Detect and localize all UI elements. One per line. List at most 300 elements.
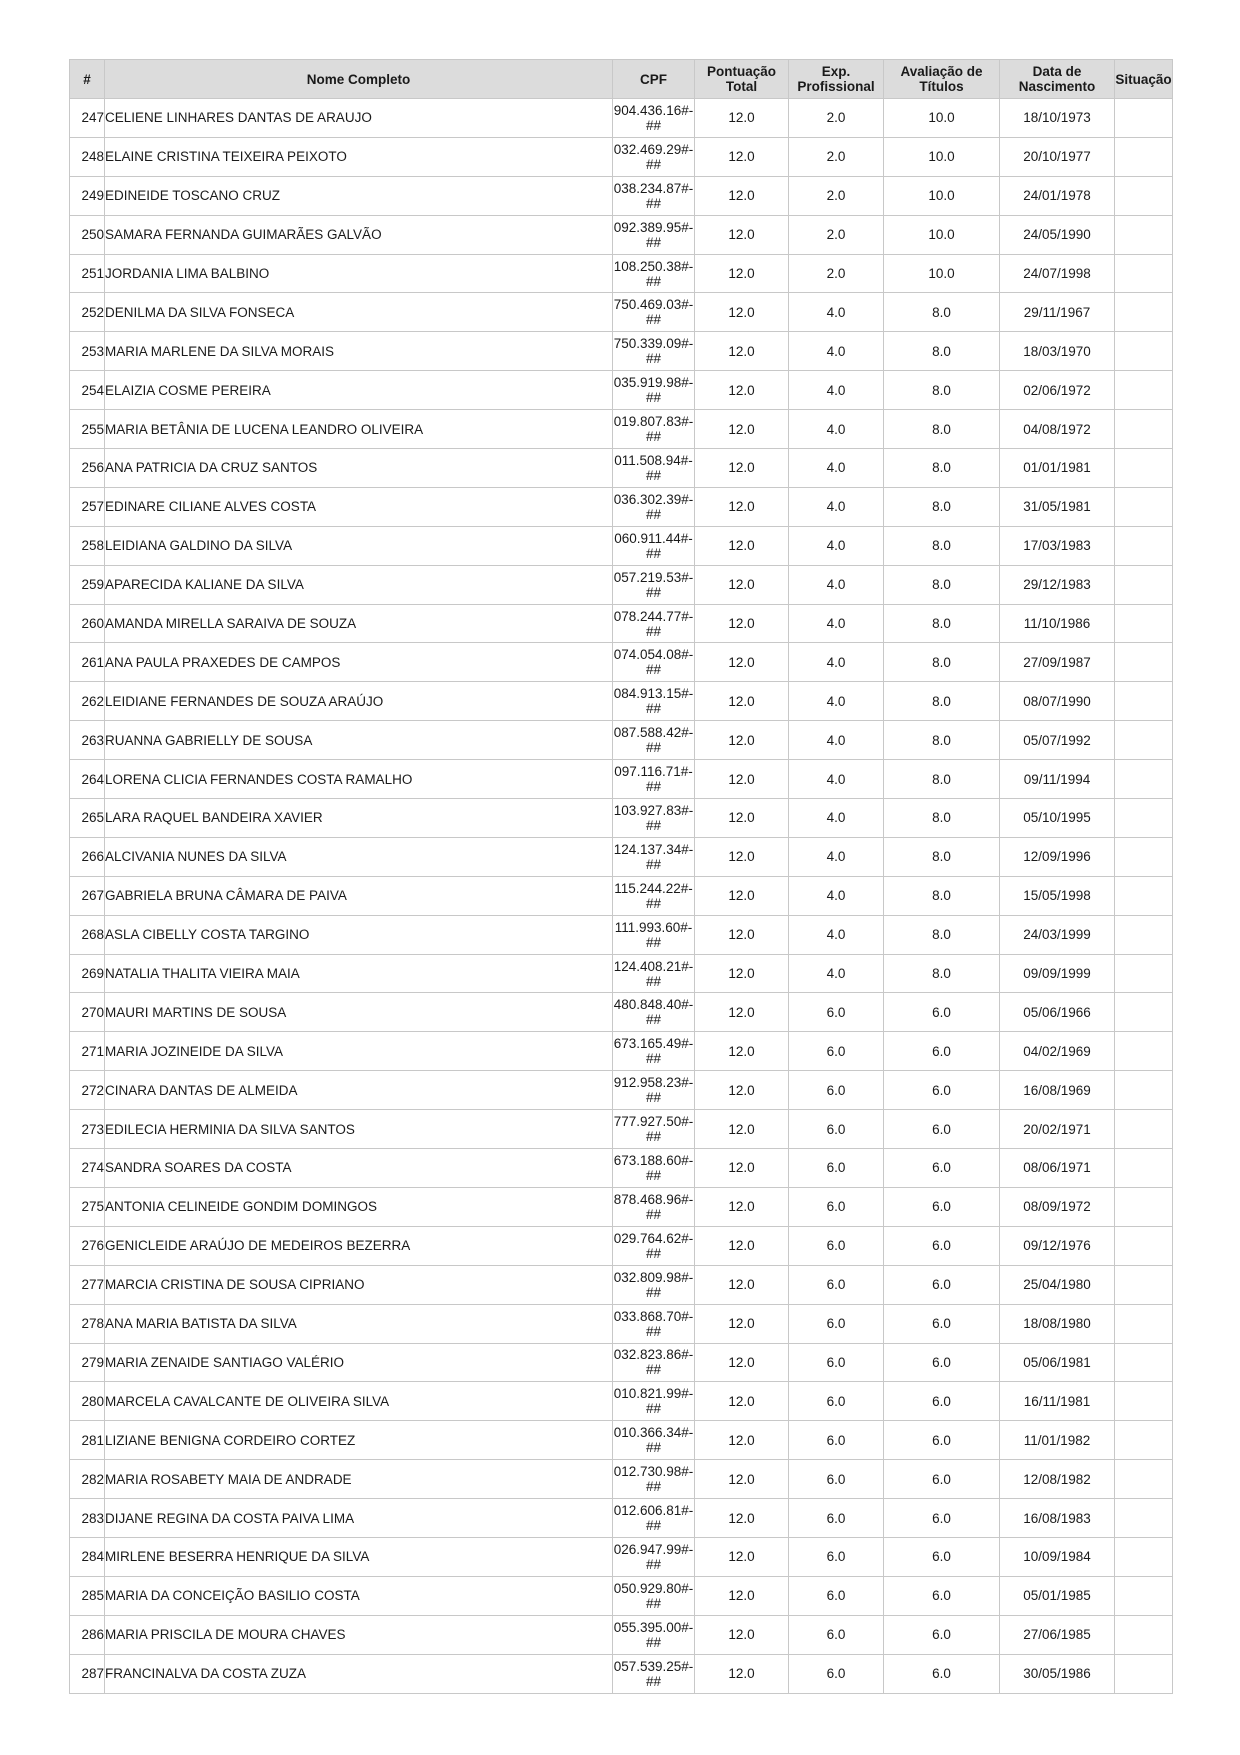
status-cell: [1115, 1304, 1173, 1343]
experience-score: 4.0: [789, 565, 884, 604]
total-score: 12.0: [695, 643, 789, 682]
cpf-value: 010.821.99#- ##: [613, 1382, 695, 1421]
results-table: [69, 59, 1173, 1694]
titles-score: 6.0: [884, 1343, 1000, 1382]
header-number: #: [70, 60, 105, 99]
table-row: [70, 993, 1173, 1032]
titles-score: 8.0: [884, 799, 1000, 838]
experience-score: 4.0: [789, 332, 884, 371]
birth-date: 10/09/1984: [1000, 1537, 1115, 1576]
candidate-name: ANA PATRICIA DA CRUZ SANTOS: [105, 449, 613, 488]
experience-score: 4.0: [789, 915, 884, 954]
titles-score: 8.0: [884, 487, 1000, 526]
candidate-name: MARIA PRISCILA DE MOURA CHAVES: [105, 1615, 613, 1654]
candidate-name: LEIDIANA GALDINO DA SILVA: [105, 526, 613, 565]
birth-date: 30/05/1986: [1000, 1654, 1115, 1693]
total-score: 12.0: [695, 254, 789, 293]
titles-score: 8.0: [884, 371, 1000, 410]
cpf-value: 084.913.15#- ##: [613, 682, 695, 721]
row-number: 247: [70, 99, 105, 138]
status-cell: [1115, 643, 1173, 682]
experience-score: 2.0: [789, 99, 884, 138]
total-score: 12.0: [695, 1615, 789, 1654]
total-score: 12.0: [695, 837, 789, 876]
table-row: [70, 99, 1173, 138]
status-cell: [1115, 332, 1173, 371]
header-professional-experience: Exp. Profissional: [789, 60, 884, 99]
status-cell: [1115, 1537, 1173, 1576]
table-row: [70, 410, 1173, 449]
table-row: [70, 565, 1173, 604]
candidate-name: ANA PAULA PRAXEDES DE CAMPOS: [105, 643, 613, 682]
experience-score: 2.0: [789, 254, 884, 293]
table-row: [70, 1343, 1173, 1382]
table-row: [70, 837, 1173, 876]
titles-score: 6.0: [884, 1149, 1000, 1188]
candidate-name: SANDRA SOARES DA COSTA: [105, 1149, 613, 1188]
cpf-value: 032.469.29#- ##: [613, 137, 695, 176]
total-score: 12.0: [695, 954, 789, 993]
status-cell: [1115, 215, 1173, 254]
total-score: 12.0: [695, 1460, 789, 1499]
cpf-value: 019.807.83#- ##: [613, 410, 695, 449]
cpf-value: 878.468.96#- ##: [613, 1187, 695, 1226]
status-cell: [1115, 410, 1173, 449]
row-number: 279: [70, 1343, 105, 1382]
birth-date: 16/11/1981: [1000, 1382, 1115, 1421]
cpf-value: 115.244.22#- ##: [613, 876, 695, 915]
candidate-name: ANTONIA CELINEIDE GONDIM DOMINGOS: [105, 1187, 613, 1226]
row-number: 261: [70, 643, 105, 682]
birth-date: 18/08/1980: [1000, 1304, 1115, 1343]
titles-score: 8.0: [884, 526, 1000, 565]
total-score: 12.0: [695, 137, 789, 176]
titles-score: 6.0: [884, 1537, 1000, 1576]
total-score: 12.0: [695, 99, 789, 138]
cpf-value: 777.927.50#- ##: [613, 1110, 695, 1149]
titles-score: 6.0: [884, 1382, 1000, 1421]
titles-score: 8.0: [884, 293, 1000, 332]
table-row: [70, 1615, 1173, 1654]
row-number: 271: [70, 1032, 105, 1071]
candidate-name: JORDANIA LIMA BALBINO: [105, 254, 613, 293]
candidate-name: LORENA CLICIA FERNANDES COSTA RAMALHO: [105, 760, 613, 799]
total-score: 12.0: [695, 1110, 789, 1149]
total-score: 12.0: [695, 1149, 789, 1188]
birth-date: 04/08/1972: [1000, 410, 1115, 449]
status-cell: [1115, 760, 1173, 799]
titles-score: 8.0: [884, 604, 1000, 643]
candidate-name: MARIA DA CONCEIÇÃO BASILIO COSTA: [105, 1576, 613, 1615]
candidate-name: LARA RAQUEL BANDEIRA XAVIER: [105, 799, 613, 838]
experience-score: 4.0: [789, 721, 884, 760]
experience-score: 6.0: [789, 1032, 884, 1071]
header-total-score: Pontuação Total: [695, 60, 789, 99]
header-cpf: CPF: [613, 60, 695, 99]
experience-score: 6.0: [789, 1615, 884, 1654]
table-row: [70, 1576, 1173, 1615]
table-row: [70, 1499, 1173, 1538]
row-number: 276: [70, 1226, 105, 1265]
experience-score: 6.0: [789, 1343, 884, 1382]
table-row: [70, 721, 1173, 760]
cpf-value: 750.339.09#- ##: [613, 332, 695, 371]
row-number: 285: [70, 1576, 105, 1615]
table-row: [70, 643, 1173, 682]
total-score: 12.0: [695, 1537, 789, 1576]
status-cell: [1115, 1071, 1173, 1110]
row-number: 275: [70, 1187, 105, 1226]
row-number: 264: [70, 760, 105, 799]
birth-date: 05/06/1966: [1000, 993, 1115, 1032]
header-row: [70, 60, 1173, 99]
birth-date: 20/10/1977: [1000, 137, 1115, 176]
titles-score: 10.0: [884, 176, 1000, 215]
titles-score: 10.0: [884, 99, 1000, 138]
table-row: [70, 954, 1173, 993]
cpf-value: 097.116.71#- ##: [613, 760, 695, 799]
row-number: 249: [70, 176, 105, 215]
status-cell: [1115, 1421, 1173, 1460]
birth-date: 04/02/1969: [1000, 1032, 1115, 1071]
table-row: [70, 254, 1173, 293]
candidate-name: MARIA BETÂNIA DE LUCENA LEANDRO OLIVEIRA: [105, 410, 613, 449]
cpf-value: 012.730.98#- ##: [613, 1460, 695, 1499]
table-row: [70, 1226, 1173, 1265]
experience-score: 4.0: [789, 371, 884, 410]
birth-date: 29/12/1983: [1000, 565, 1115, 604]
total-score: 12.0: [695, 487, 789, 526]
candidate-name: GENICLEIDE ARAÚJO DE MEDEIROS BEZERRA: [105, 1226, 613, 1265]
total-score: 12.0: [695, 876, 789, 915]
birth-date: 16/08/1969: [1000, 1071, 1115, 1110]
titles-score: 8.0: [884, 837, 1000, 876]
cpf-value: 057.219.53#- ##: [613, 565, 695, 604]
status-cell: [1115, 137, 1173, 176]
row-number: 272: [70, 1071, 105, 1110]
table-row: [70, 1187, 1173, 1226]
birth-date: 25/04/1980: [1000, 1265, 1115, 1304]
candidate-name: MARIA MARLENE DA SILVA MORAIS: [105, 332, 613, 371]
total-score: 12.0: [695, 410, 789, 449]
experience-score: 6.0: [789, 1421, 884, 1460]
row-number: 256: [70, 449, 105, 488]
titles-score: 6.0: [884, 1265, 1000, 1304]
status-cell: [1115, 176, 1173, 215]
candidate-name: MAURI MARTINS DE SOUSA: [105, 993, 613, 1032]
cpf-value: 480.848.40#- ##: [613, 993, 695, 1032]
titles-score: 8.0: [884, 410, 1000, 449]
birth-date: 09/12/1976: [1000, 1226, 1115, 1265]
table-row: [70, 1382, 1173, 1421]
table-row: [70, 1304, 1173, 1343]
status-cell: [1115, 293, 1173, 332]
candidate-name: NATALIA THALITA VIEIRA MAIA: [105, 954, 613, 993]
candidate-name: EDILECIA HERMINIA DA SILVA SANTOS: [105, 1110, 613, 1149]
row-number: 252: [70, 293, 105, 332]
candidate-name: ELAINE CRISTINA TEIXEIRA PEIXOTO: [105, 137, 613, 176]
table-row: [70, 449, 1173, 488]
row-number: 266: [70, 837, 105, 876]
experience-score: 4.0: [789, 837, 884, 876]
total-score: 12.0: [695, 1226, 789, 1265]
cpf-value: 111.993.60#- ##: [613, 915, 695, 954]
titles-score: 8.0: [884, 760, 1000, 799]
total-score: 12.0: [695, 799, 789, 838]
total-score: 12.0: [695, 915, 789, 954]
birth-date: 31/05/1981: [1000, 487, 1115, 526]
status-cell: [1115, 1226, 1173, 1265]
cpf-value: 036.302.39#- ##: [613, 487, 695, 526]
experience-score: 6.0: [789, 1499, 884, 1538]
row-number: 251: [70, 254, 105, 293]
birth-date: 11/01/1982: [1000, 1421, 1115, 1460]
birth-date: 24/01/1978: [1000, 176, 1115, 215]
titles-score: 8.0: [884, 449, 1000, 488]
total-score: 12.0: [695, 1421, 789, 1460]
birth-date: 08/09/1972: [1000, 1187, 1115, 1226]
titles-score: 8.0: [884, 332, 1000, 371]
cpf-value: 055.395.00#- ##: [613, 1615, 695, 1654]
total-score: 12.0: [695, 176, 789, 215]
status-cell: [1115, 604, 1173, 643]
total-score: 12.0: [695, 293, 789, 332]
candidate-name: FRANCINALVA DA COSTA ZUZA: [105, 1654, 613, 1693]
status-cell: [1115, 1343, 1173, 1382]
experience-score: 6.0: [789, 1460, 884, 1499]
candidate-name: RUANNA GABRIELLY DE SOUSA: [105, 721, 613, 760]
row-number: 250: [70, 215, 105, 254]
birth-date: 15/05/1998: [1000, 876, 1115, 915]
total-score: 12.0: [695, 1382, 789, 1421]
cpf-value: 103.927.83#- ##: [613, 799, 695, 838]
candidate-name: MARIA ZENAIDE SANTIAGO VALÉRIO: [105, 1343, 613, 1382]
header-status: Situação: [1115, 60, 1173, 99]
table-row: [70, 682, 1173, 721]
birth-date: 09/11/1994: [1000, 760, 1115, 799]
cpf-value: 057.539.25#- ##: [613, 1654, 695, 1693]
row-number: 257: [70, 487, 105, 526]
titles-score: 6.0: [884, 993, 1000, 1032]
titles-score: 8.0: [884, 721, 1000, 760]
candidate-name: APARECIDA KALIANE DA SILVA: [105, 565, 613, 604]
experience-score: 4.0: [789, 449, 884, 488]
titles-score: 8.0: [884, 954, 1000, 993]
total-score: 12.0: [695, 1187, 789, 1226]
cpf-value: 012.606.81#- ##: [613, 1499, 695, 1538]
birth-date: 27/06/1985: [1000, 1615, 1115, 1654]
cpf-value: 011.508.94#- ##: [613, 449, 695, 488]
row-number: 274: [70, 1149, 105, 1188]
titles-score: 6.0: [884, 1071, 1000, 1110]
candidate-name: MARIA JOZINEIDE DA SILVA: [105, 1032, 613, 1071]
titles-score: 10.0: [884, 215, 1000, 254]
titles-score: 6.0: [884, 1499, 1000, 1538]
status-cell: [1115, 993, 1173, 1032]
header-name: Nome Completo: [105, 60, 613, 99]
row-number: 269: [70, 954, 105, 993]
birth-date: 29/11/1967: [1000, 293, 1115, 332]
status-cell: [1115, 799, 1173, 838]
table-row: [70, 293, 1173, 332]
total-score: 12.0: [695, 1071, 789, 1110]
cpf-value: 124.408.21#- ##: [613, 954, 695, 993]
birth-date: 11/10/1986: [1000, 604, 1115, 643]
titles-score: 6.0: [884, 1187, 1000, 1226]
cpf-value: 038.234.87#- ##: [613, 176, 695, 215]
experience-score: 6.0: [789, 1382, 884, 1421]
candidate-name: DIJANE REGINA DA COSTA PAIVA LIMA: [105, 1499, 613, 1538]
titles-score: 10.0: [884, 254, 1000, 293]
birth-date: 05/06/1981: [1000, 1343, 1115, 1382]
status-cell: [1115, 1032, 1173, 1071]
table-row: [70, 1460, 1173, 1499]
total-score: 12.0: [695, 993, 789, 1032]
status-cell: [1115, 682, 1173, 721]
table-row: [70, 1537, 1173, 1576]
status-cell: [1115, 1615, 1173, 1654]
row-number: 265: [70, 799, 105, 838]
total-score: 12.0: [695, 1343, 789, 1382]
candidate-name: MARIA ROSABETY MAIA DE ANDRADE: [105, 1460, 613, 1499]
cpf-value: 904.436.16#- ##: [613, 99, 695, 138]
cpf-value: 750.469.03#- ##: [613, 293, 695, 332]
status-cell: [1115, 1382, 1173, 1421]
candidate-name: ASLA CIBELLY COSTA TARGINO: [105, 915, 613, 954]
birth-date: 05/07/1992: [1000, 721, 1115, 760]
row-number: 280: [70, 1382, 105, 1421]
status-cell: [1115, 721, 1173, 760]
table-row: [70, 1654, 1173, 1693]
status-cell: [1115, 1654, 1173, 1693]
experience-score: 4.0: [789, 410, 884, 449]
row-number: 267: [70, 876, 105, 915]
candidate-name: ALCIVANIA NUNES DA SILVA: [105, 837, 613, 876]
titles-score: 6.0: [884, 1460, 1000, 1499]
status-cell: [1115, 954, 1173, 993]
titles-score: 6.0: [884, 1654, 1000, 1693]
total-score: 12.0: [695, 1304, 789, 1343]
experience-score: 2.0: [789, 215, 884, 254]
total-score: 12.0: [695, 604, 789, 643]
status-cell: [1115, 99, 1173, 138]
birth-date: 08/07/1990: [1000, 682, 1115, 721]
total-score: 12.0: [695, 371, 789, 410]
total-score: 12.0: [695, 215, 789, 254]
titles-score: 6.0: [884, 1032, 1000, 1071]
total-score: 12.0: [695, 1499, 789, 1538]
birth-date: 01/01/1981: [1000, 449, 1115, 488]
birth-date: 02/06/1972: [1000, 371, 1115, 410]
candidate-name: MARCIA CRISTINA DE SOUSA CIPRIANO: [105, 1265, 613, 1304]
cpf-value: 035.919.98#- ##: [613, 371, 695, 410]
status-cell: [1115, 1110, 1173, 1149]
table-row: [70, 1110, 1173, 1149]
titles-score: 6.0: [884, 1421, 1000, 1460]
cpf-value: 050.929.80#- ##: [613, 1576, 695, 1615]
row-number: 260: [70, 604, 105, 643]
titles-score: 8.0: [884, 682, 1000, 721]
birth-date: 24/05/1990: [1000, 215, 1115, 254]
experience-score: 4.0: [789, 293, 884, 332]
row-number: 262: [70, 682, 105, 721]
titles-score: 10.0: [884, 137, 1000, 176]
status-cell: [1115, 487, 1173, 526]
status-cell: [1115, 1499, 1173, 1538]
birth-date: 09/09/1999: [1000, 954, 1115, 993]
birth-date: 18/03/1970: [1000, 332, 1115, 371]
table-row: [70, 915, 1173, 954]
row-number: 287: [70, 1654, 105, 1693]
experience-score: 4.0: [789, 526, 884, 565]
candidate-name: LEIDIANE FERNANDES DE SOUZA ARAÚJO: [105, 682, 613, 721]
cpf-value: 673.165.49#- ##: [613, 1032, 695, 1071]
birth-date: 24/07/1998: [1000, 254, 1115, 293]
row-number: 281: [70, 1421, 105, 1460]
row-number: 277: [70, 1265, 105, 1304]
experience-score: 6.0: [789, 1576, 884, 1615]
row-number: 278: [70, 1304, 105, 1343]
birth-date: 08/06/1971: [1000, 1149, 1115, 1188]
total-score: 12.0: [695, 1576, 789, 1615]
experience-score: 4.0: [789, 682, 884, 721]
cpf-value: 029.764.62#- ##: [613, 1226, 695, 1265]
experience-score: 6.0: [789, 1226, 884, 1265]
row-number: 258: [70, 526, 105, 565]
birth-date: 05/10/1995: [1000, 799, 1115, 838]
cpf-value: 032.823.86#- ##: [613, 1343, 695, 1382]
table-row: [70, 799, 1173, 838]
cpf-value: 087.588.42#- ##: [613, 721, 695, 760]
table-row: [70, 137, 1173, 176]
candidate-name: SAMARA FERNANDA GUIMARÃES GALVÃO: [105, 215, 613, 254]
birth-date: 18/10/1973: [1000, 99, 1115, 138]
status-cell: [1115, 1265, 1173, 1304]
experience-score: 6.0: [789, 1654, 884, 1693]
titles-score: 8.0: [884, 915, 1000, 954]
cpf-value: 124.137.34#- ##: [613, 837, 695, 876]
row-number: 270: [70, 993, 105, 1032]
row-number: 286: [70, 1615, 105, 1654]
candidate-name: CINARA DANTAS DE ALMEIDA: [105, 1071, 613, 1110]
experience-score: 6.0: [789, 993, 884, 1032]
experience-score: 4.0: [789, 876, 884, 915]
titles-score: 8.0: [884, 565, 1000, 604]
birth-date: 16/08/1983: [1000, 1499, 1115, 1538]
table-row: [70, 332, 1173, 371]
table-row: [70, 215, 1173, 254]
experience-score: 6.0: [789, 1265, 884, 1304]
total-score: 12.0: [695, 760, 789, 799]
candidate-name: LIZIANE BENIGNA CORDEIRO CORTEZ: [105, 1421, 613, 1460]
cpf-value: 060.911.44#- ##: [613, 526, 695, 565]
experience-score: 6.0: [789, 1110, 884, 1149]
row-number: 259: [70, 565, 105, 604]
birth-date: 12/09/1996: [1000, 837, 1115, 876]
experience-score: 4.0: [789, 643, 884, 682]
header-titles-evaluation: Avaliação de Títulos: [884, 60, 1000, 99]
cpf-value: 032.809.98#- ##: [613, 1265, 695, 1304]
cpf-value: 074.054.08#- ##: [613, 643, 695, 682]
status-cell: [1115, 837, 1173, 876]
experience-score: 6.0: [789, 1071, 884, 1110]
experience-score: 2.0: [789, 176, 884, 215]
titles-score: 8.0: [884, 876, 1000, 915]
row-number: 284: [70, 1537, 105, 1576]
birth-date: 20/02/1971: [1000, 1110, 1115, 1149]
row-number: 255: [70, 410, 105, 449]
table-row: [70, 176, 1173, 215]
